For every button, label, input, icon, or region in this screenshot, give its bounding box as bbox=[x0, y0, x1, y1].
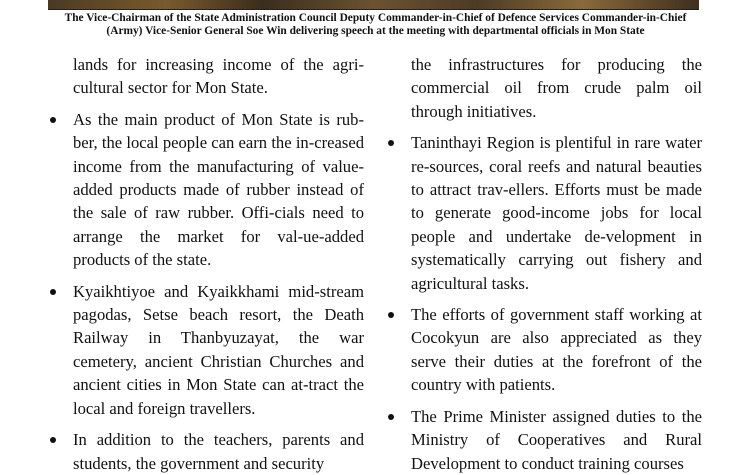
bullet-item bbox=[48, 108, 364, 272]
bullet-text: The efforts of government staff working at Cocokyun are also appreciated as they serve their duties at the forefront of the country with patients. bbox=[411, 305, 702, 395]
photo-caption: The Vice-Chairman of the State Administration Council Deputy Commander-in-Chief of Defence Services Commander-in-Chief (Army) Vice-Senior General Soe Win delivering speech at the meeting with departmental officials in Mon State bbox=[64, 12, 687, 37]
bullet-item bbox=[386, 405, 702, 475]
bullet-icon bbox=[388, 140, 394, 146]
continuation-paragraph: the infrastructures for producing the commercial oil from crude palm oil through initiatives. bbox=[411, 55, 702, 121]
left-column bbox=[48, 53, 364, 475]
bullet-text: Kyaikhtiyoe and Kyaikkhami mid-stream pagodas, Setse beach resort, the Death Railway in Thanbyuzayat, the war cemetery, ancient Christian Churches and ancient cities in Mon State can at-tract the local and foreign travellers. bbox=[73, 281, 364, 418]
bullet-icon bbox=[50, 289, 56, 295]
right-column bbox=[386, 53, 702, 475]
bullet-item bbox=[48, 280, 364, 420]
bullet-icon bbox=[388, 312, 394, 318]
bullet-icon bbox=[50, 437, 56, 443]
continuation-paragraph: lands for increasing income of the agri-cultural sector for Mon State. bbox=[73, 55, 364, 98]
bullet-icon bbox=[388, 414, 394, 420]
bullet-text: In addition to the teachers, parents and students, the government and security bbox=[73, 430, 364, 473]
bullet-item bbox=[48, 428, 364, 475]
bullet-text: As the main product of Mon State is rub-ber, the local people can earn the in-creased income from the manufacturing of value-added products made of rubber instead of the sale of raw rubber. Offi-cials need to arrange the market for val-ue-added products of the state. bbox=[73, 109, 364, 270]
bullet-icon bbox=[50, 117, 56, 123]
bullet-text: Taninthayi Region is plentiful in rare water re-sources, coral reefs and natural beauties to attract trav-ellers. Efforts must be made to generate good-income jobs for local people and undertake de-velopment in systematically carrying out fishery and agricultural tasks. bbox=[411, 133, 702, 293]
bullet-text: The Prime Minister assigned duties to the Ministry of Cooperatives and Rural Development to conduct training courses bbox=[411, 406, 702, 473]
bullet-item bbox=[386, 303, 702, 397]
bullet-item bbox=[386, 131, 702, 295]
photo bbox=[48, 0, 699, 10]
